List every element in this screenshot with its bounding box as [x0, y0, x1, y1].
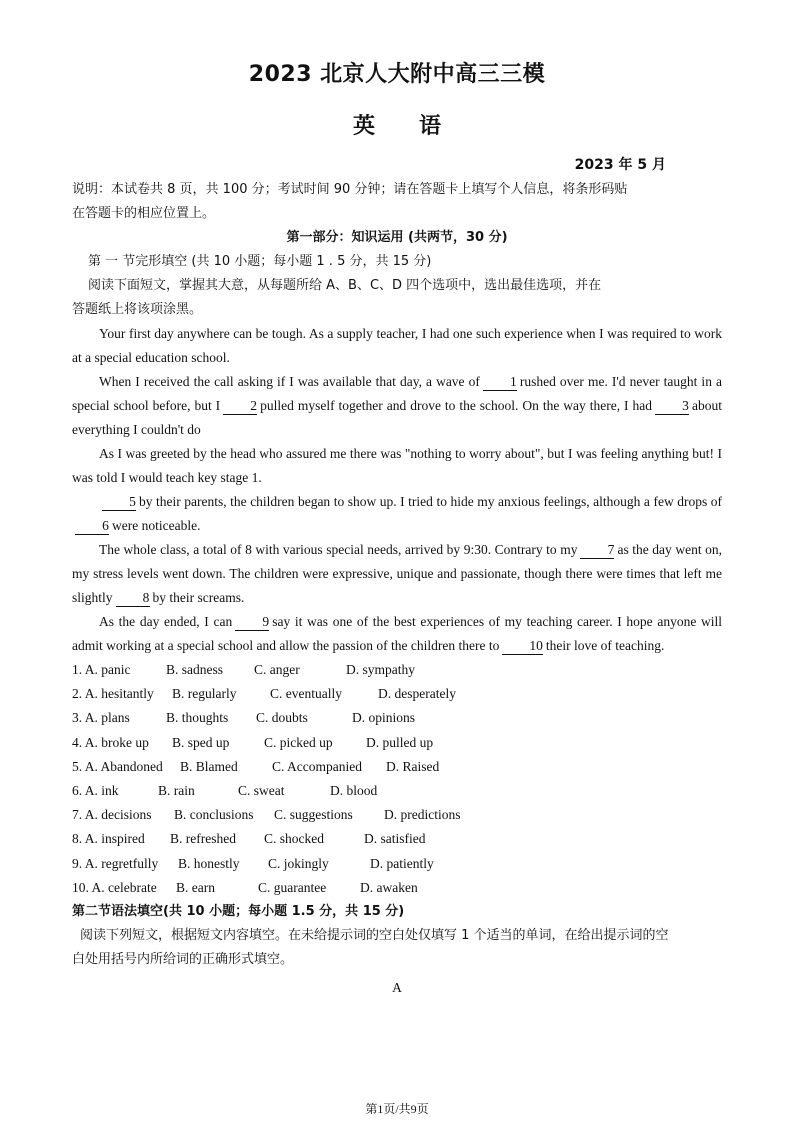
- option-choice: D. Raised: [386, 758, 440, 774]
- option-choice: B. honestly: [178, 855, 240, 871]
- option-choice: B. rain: [158, 783, 195, 799]
- exam-date: 2023 年 5 月: [574, 157, 666, 173]
- part2-direction-2: 白处用括号内所给词的正确形式填空。: [72, 952, 294, 968]
- section1-direction-2: 答题纸上将该项涂黑。: [72, 302, 203, 317]
- option-row-6: [72, 779, 722, 803]
- subject-char-2: 语: [419, 114, 442, 139]
- option-row-7: [72, 803, 722, 827]
- subject-char-1: 英: [352, 114, 375, 139]
- option-choice: B. refreshed: [170, 831, 236, 847]
- option-choice: C. doubts: [256, 710, 308, 726]
- option-row-10: [72, 876, 722, 900]
- blank-5: 5: [102, 494, 136, 511]
- option-choice: 10. A. celebrate: [72, 879, 157, 895]
- passage-paragraph-3: As I was greeted by the head who assured me there was "nothing to worry about", but I was feeling anything but! I was told I would teach key stage 1.: [72, 446, 722, 485]
- option-choice: B. conclusions: [174, 807, 254, 823]
- section1-direction-1: 阅读下面短文，掌握其大意，从每题所给 A、B、C、D 四个选项中，选出最佳选项，并在: [88, 278, 602, 293]
- blank-3: 3: [655, 398, 689, 415]
- passage-paragraph-6: As the day ended, I can 9 say it was one of the best experiences of my teaching career. I hope anyone will admit working at a special school and allow the passion of the children there to 10 their love of teaching.: [72, 614, 723, 653]
- option-choice: 1. A. panic: [72, 662, 131, 677]
- blank-1: 1: [483, 374, 517, 391]
- option-choice: 8. A. inspired: [72, 831, 145, 847]
- option-choice: C. guarantee: [258, 879, 327, 895]
- option-choice: 4. A. broke up: [72, 734, 149, 750]
- option-choice: D. predictions: [384, 807, 461, 823]
- option-choice: B. regularly: [172, 686, 237, 702]
- blank-8: 8: [116, 590, 150, 607]
- part1-heading: 第一部分：知识运用 (共两节，30 分): [286, 230, 508, 245]
- option-choice: D. patiently: [370, 855, 434, 871]
- option-choice: D. sympathy: [346, 662, 415, 677]
- page-footer: 第1页/共9页: [365, 1102, 429, 1116]
- blank-7: 7: [580, 542, 614, 559]
- option-choice: 5. A. Abandoned: [72, 758, 163, 774]
- option-row-9: [72, 852, 722, 876]
- option-choice: C. suggestions: [274, 807, 353, 823]
- option-choice: B. sped up: [172, 734, 230, 750]
- option-row-3: [72, 706, 722, 730]
- option-choice: C. picked up: [264, 734, 333, 750]
- option-row-4: [72, 731, 722, 755]
- passage-paragraph-4: 5 by their parents, the children began to show up. I tried to hide my anxious feelings, although a few drops of6 were noticeable.: [72, 490, 722, 538]
- answer-options: [72, 658, 722, 900]
- option-choice: D. desperately: [378, 686, 456, 702]
- passage-label: A: [392, 980, 402, 996]
- blank-10: 10: [502, 638, 543, 655]
- option-choice: 2. A. hesitantly: [72, 686, 154, 702]
- option-choice: 7. A. decisions: [72, 807, 152, 823]
- option-choice: D. awaken: [360, 879, 418, 895]
- option-choice: D. pulled up: [366, 734, 434, 750]
- part2-heading: 第二节语法填空(共 10 小题；每小题 1.5 分，共 15 分): [72, 904, 405, 920]
- exam-page: [72, 60, 722, 996]
- blank-9: 9: [235, 614, 269, 631]
- exam-title: 2023 北京人大附中高三三模: [248, 62, 546, 87]
- passage-paragraph-1: Your first day anywhere can be tough. As a supply teacher, I had one such experience when I was required to work at a special education school.: [72, 326, 722, 365]
- blank-2: 2: [223, 398, 257, 415]
- instructions-line-2: 在答题卡的相应位置上。: [72, 206, 216, 221]
- part2-direction-1: 阅读下列短文，根据短文内容填空。在未给提示词的空白处仅填写 1 个适当的单词，在给出提示词的空: [80, 928, 669, 944]
- option-row-1: [72, 658, 722, 682]
- subject-title: [72, 112, 722, 142]
- option-choice: D. opinions: [352, 710, 416, 726]
- passage-paragraph-5: The whole class, a total of 8 with various special needs, arrived by 9:30. Contrary to my 7 as the day went on, my stress levels went down. The children were expressive, unique and passionate, though there were times that left me slightly 8 by their screams.: [72, 542, 722, 605]
- option-choice: D. satisfied: [364, 831, 426, 847]
- option-row-8: [72, 827, 722, 851]
- option-choice: C. Accompanied: [272, 758, 362, 774]
- section1-heading: 第 一 节完形填空 (共 10 小题；每小题 1 . 5 分，共 15 分): [88, 254, 432, 269]
- instructions-line-1: 说明：本试卷共 8 页，共 100 分；考试时间 90 分钟；请在答题卡上填写个人信息，将条形码贴: [72, 182, 628, 197]
- option-choice: 9. A. regretfully: [72, 855, 159, 871]
- option-choice: B. Blamed: [180, 758, 238, 774]
- option-choice: D. blood: [330, 783, 378, 799]
- option-choice: B. sadness: [166, 662, 223, 677]
- option-choice: C. sweat: [238, 783, 285, 799]
- passage-paragraph-2: When I received the call asking if I was available that day, a wave of 1 rushed over me. I'd never taught in a special school before, but I 2 pulled myself together and drove to the school. On the way there, I had 3 about everything I couldn't do: [72, 374, 722, 437]
- option-choice: B. thoughts: [166, 710, 229, 726]
- option-choice: 3. A. plans: [72, 710, 130, 726]
- option-choice: C. shocked: [264, 831, 324, 847]
- option-row-2: [72, 682, 722, 706]
- blank-6: 6: [75, 518, 109, 535]
- option-choice: C. eventually: [270, 686, 342, 702]
- option-choice: C. jokingly: [268, 855, 329, 871]
- option-row-5: [72, 755, 722, 779]
- option-choice: 6. A. ink: [72, 783, 119, 799]
- option-choice: C. anger: [254, 662, 300, 677]
- option-choice: B. earn: [176, 879, 215, 895]
